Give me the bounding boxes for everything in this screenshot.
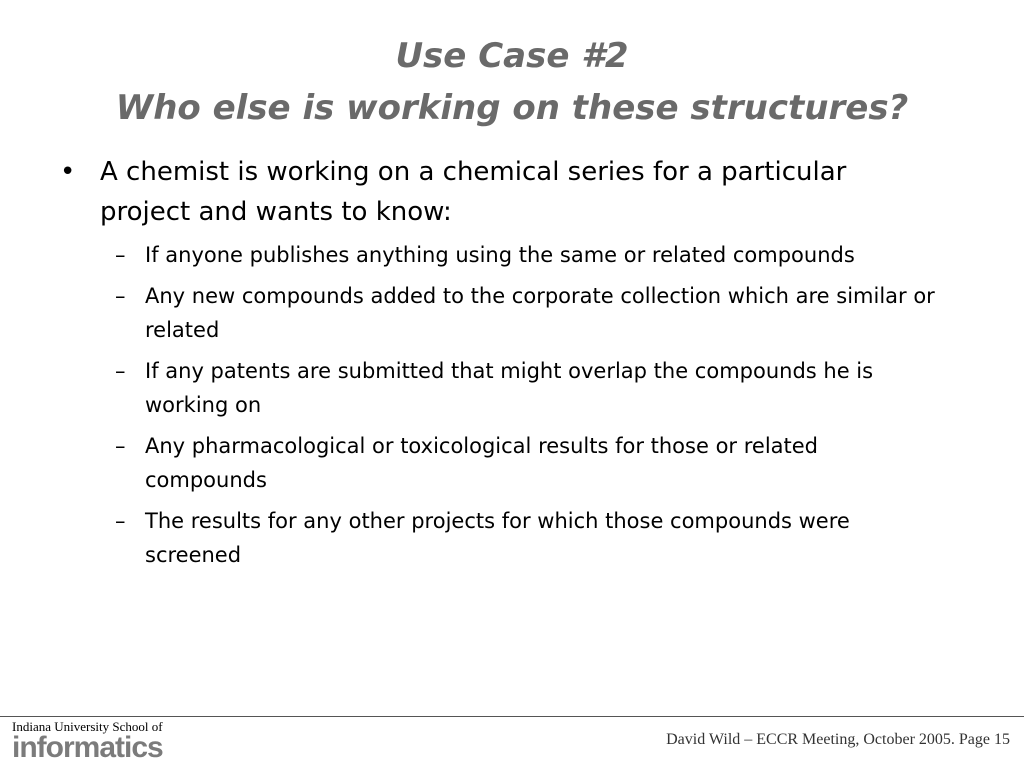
dash-marker: – — [115, 509, 126, 533]
sub-bullet-list — [0, 238, 1024, 572]
sub-bullet — [115, 279, 945, 347]
sub-bullet — [115, 354, 945, 422]
sub-bullet — [115, 238, 945, 272]
dash-marker: – — [115, 284, 126, 308]
bullet-marker: • — [60, 157, 76, 187]
footer-citation: David Wild – ECCR Meeting, October 2005. Page 15 — [666, 731, 1010, 748]
sub-bullet-text: The results for any other projects for which those compounds were screened — [145, 509, 850, 567]
main-bullet-text: A chemist is working on a chemical series for a particular project and wants to know: — [100, 157, 847, 227]
sub-bullet-text: Any new compounds added to the corporate collection which are similar or related — [145, 284, 935, 342]
informatics-logo: informatics — [12, 731, 163, 764]
dash-marker: – — [115, 243, 126, 267]
sub-bullet — [115, 504, 945, 572]
slide-title — [0, 30, 1024, 134]
school-name: Indiana University School of — [12, 719, 163, 734]
sub-bullet — [115, 429, 945, 497]
footer-divider — [0, 716, 1024, 717]
sub-bullet-text: Any pharmacological or toxicological results for those or related compounds — [145, 434, 819, 492]
sub-bullet-text: If any patents are submitted that might overlap the compounds he is working on — [145, 359, 874, 417]
slide-title-line-2: Who else is working on these structures? — [115, 88, 909, 128]
sub-bullet-text: If anyone publishes anything using the same or related compounds — [145, 243, 855, 267]
slide-title-line-1: Use Case #2 — [395, 36, 629, 76]
dash-marker: – — [115, 359, 126, 383]
main-bullet — [60, 152, 920, 232]
slide-body — [0, 152, 1024, 579]
dash-marker: – — [115, 434, 126, 458]
